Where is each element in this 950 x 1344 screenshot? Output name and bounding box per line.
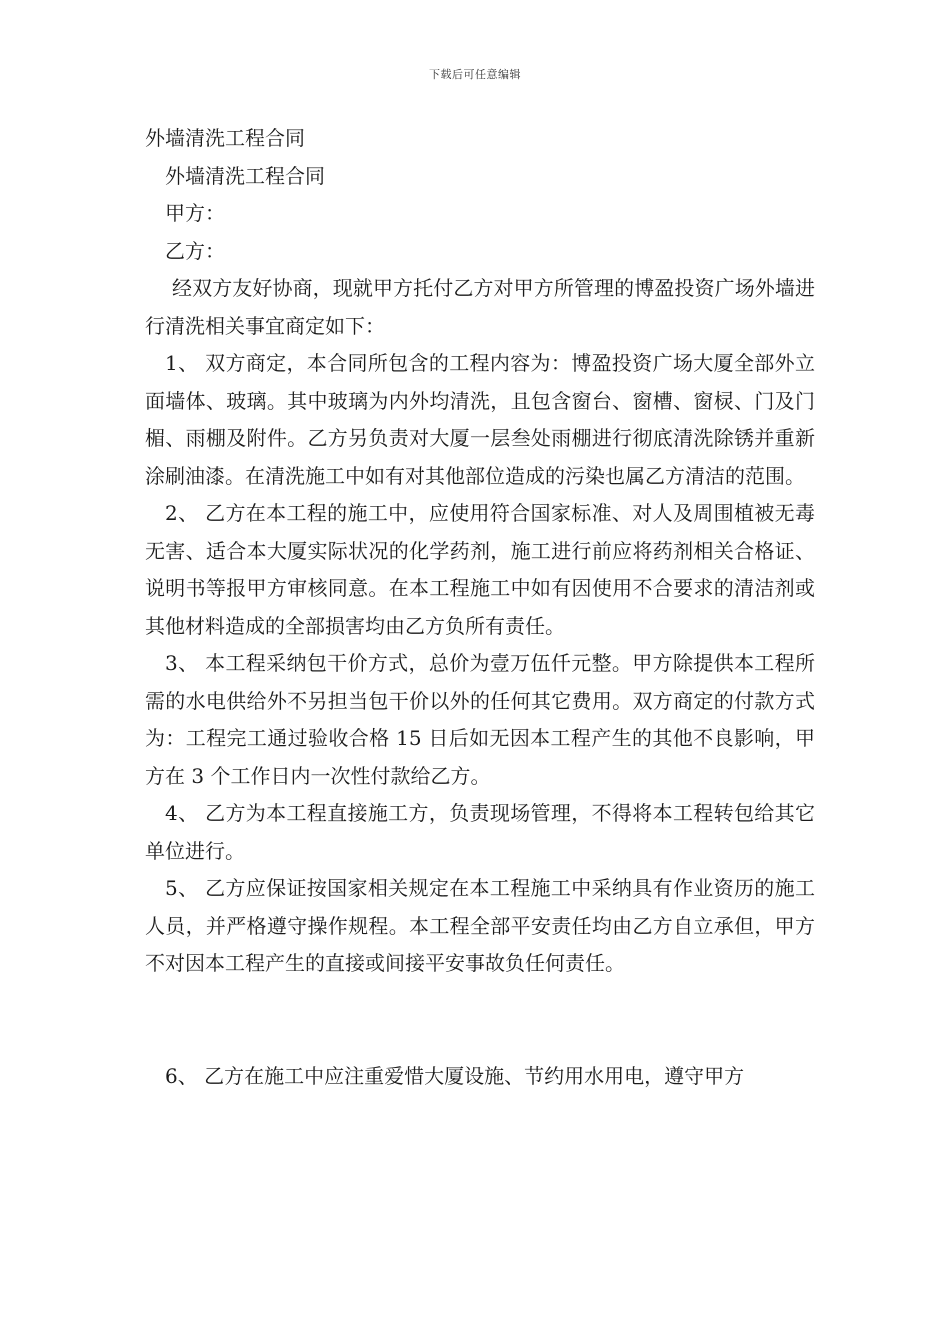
contract-title: 外墙清洗工程合同 [165,163,325,188]
document-body [145,120,815,1095]
document-title: 外墙清洗工程合同 [145,126,305,150]
clause-5: 5、 乙方应保证按国家相关规定在本工程施工中采纳具有作业资历的施工人员，并严格遵守操作规程。本工程全部平安责任均由乙方自立承但，甲方不对因本工程产生的直接或间接平安事故负任何责任。 [145,876,815,975]
party-a-label: 甲方： [165,201,225,225]
header-note: 下载后可任意编辑 [429,68,521,81]
paragraph-gap [145,983,815,1058]
clause-1: 1、 双方商定，本合同所包含的工程内容为：博盈投资广场大厦全部外立面墙体、玻璃。其中玻璃为内外均清洗，且包含窗台、窗槽、窗棂、门及门楣、雨棚及附件。乙方另负责对大厦一层叁处雨棚进行彻底清洗除锈并重新涂刷油漆。在清洗施工中如有对其他部位造成的污染也属乙方清洁的范围。 [145,351,815,488]
clause-4: 4、 乙方为本工程直接施工方，负责现场管理，不得将本工程转包给其它单位进行。 [145,801,815,863]
clause-6: 6、 乙方在施工中应注重爱惜大厦设施、节约用水用电，遵守甲方 [165,1063,745,1088]
clause-3: 3、 本工程采纳包干价方式，总价为壹万伍仟元整。甲方除提供本工程所需的水电供给外不另担当包干价以外的任何其它费用。双方商定的付款方式为：工程完工通过验收合格 15 日后如无因本工程产生的其他不良影响，甲方在 3 个工作日内一次性付款给乙方。 [145,651,815,788]
party-b-label: 乙方： [165,238,225,263]
intro-paragraph: 经双方友好协商，现就甲方托付乙方对甲方所管理的博盈投资广场外墙进行清洗相关事宜商定如下： [145,276,815,338]
clause-2: 2、 乙方在本工程的施工中，应使用符合国家标准、对人及周围植被无毒无害、适合本大厦实际状况的化学药剂，施工进行前应将药剂相关合格证、说明书等报甲方审核同意。在本工程施工中如有因使用不合要求的清洁剂或其他材料造成的全部损害均由乙方负所有责任。 [145,501,815,638]
